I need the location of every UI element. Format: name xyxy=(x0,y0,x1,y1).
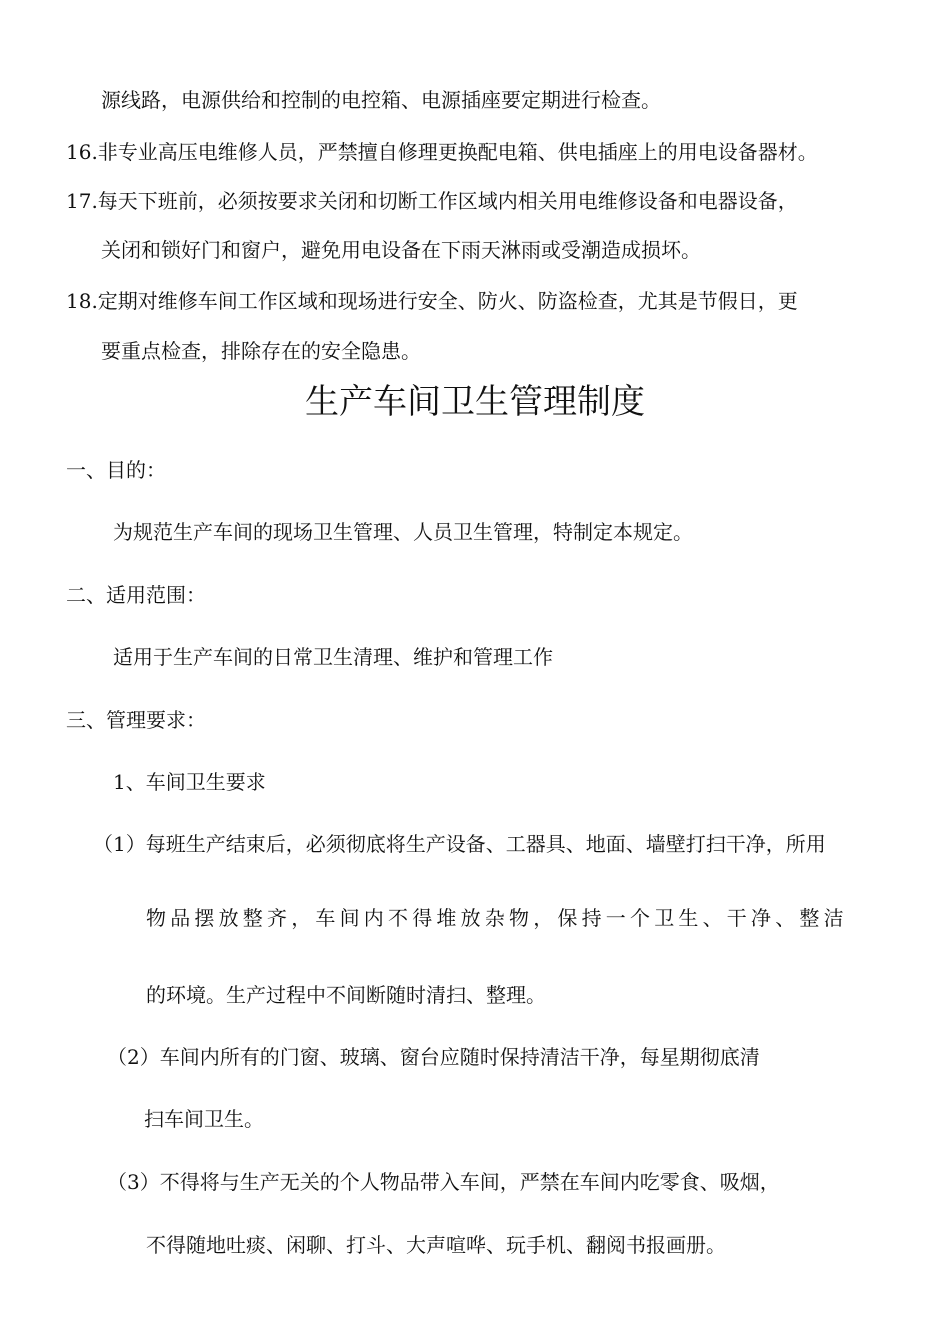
para-3-line-2: 不得随地吐痰、闲聊、打斗、大声喧哗、玩手机、翻阅书报画册。 xyxy=(146,1233,726,1257)
item-16: 16.非专业高压电维修人员，严禁擅自修理更换配电箱、供电插座上的用电设备器材。 xyxy=(66,140,818,164)
item-17-line-2: 关闭和锁好门和窗户，避免用电设备在下雨天淋雨或受潮造成损坏。 xyxy=(101,238,701,262)
section-3-heading: 三、管理要求： xyxy=(66,708,206,732)
item-15-continuation: 源线路，电源供给和控制的电控箱、电源插座要定期进行检查。 xyxy=(101,88,661,112)
item-18-line-1: 18.定期对维修车间工作区域和现场进行安全、防火、防盗检查，尤其是节假日，更 xyxy=(66,289,798,313)
section-2-heading: 二、适用范围： xyxy=(66,583,206,607)
para-2-line-2: 扫车间卫生。 xyxy=(144,1107,264,1131)
para-1-line-2: 物品摆放整齐，车间内不得堆放杂物，保持一个卫生、干净、整洁 xyxy=(146,906,848,930)
section-1-body: 为规范生产车间的现场卫生管理、人员卫生管理，特制定本规定。 xyxy=(113,520,693,544)
para-2-line-1: （2）车间内所有的门窗、玻璃、窗台应随时保持清洁干净，每星期彻底清 xyxy=(107,1045,760,1069)
item-18-line-2: 要重点检查，排除存在的安全隐患。 xyxy=(101,339,421,363)
section-1-heading: 一、目的： xyxy=(66,458,166,482)
page-title: 生产车间卫生管理制度 xyxy=(305,382,645,422)
para-3-line-1: （3）不得将与生产无关的个人物品带入车间，严禁在车间内吃零食、吸烟， xyxy=(107,1170,780,1194)
section-2-body: 适用于生产车间的日常卫生清理、维护和管理工作 xyxy=(113,645,553,669)
para-1-line-1: （1）每班生产结束后，必须彻底将生产设备、工器具、地面、墙壁打扫干净，所用 xyxy=(93,832,826,856)
section-3-subheading-1: 1、车间卫生要求 xyxy=(113,770,266,794)
para-1-line-3: 的环境。生产过程中不间断随时清扫、整理。 xyxy=(146,983,546,1007)
item-17-line-1: 17.每天下班前，必须按要求关闭和切断工作区域内相关用电维修设备和电器设备， xyxy=(66,189,798,213)
